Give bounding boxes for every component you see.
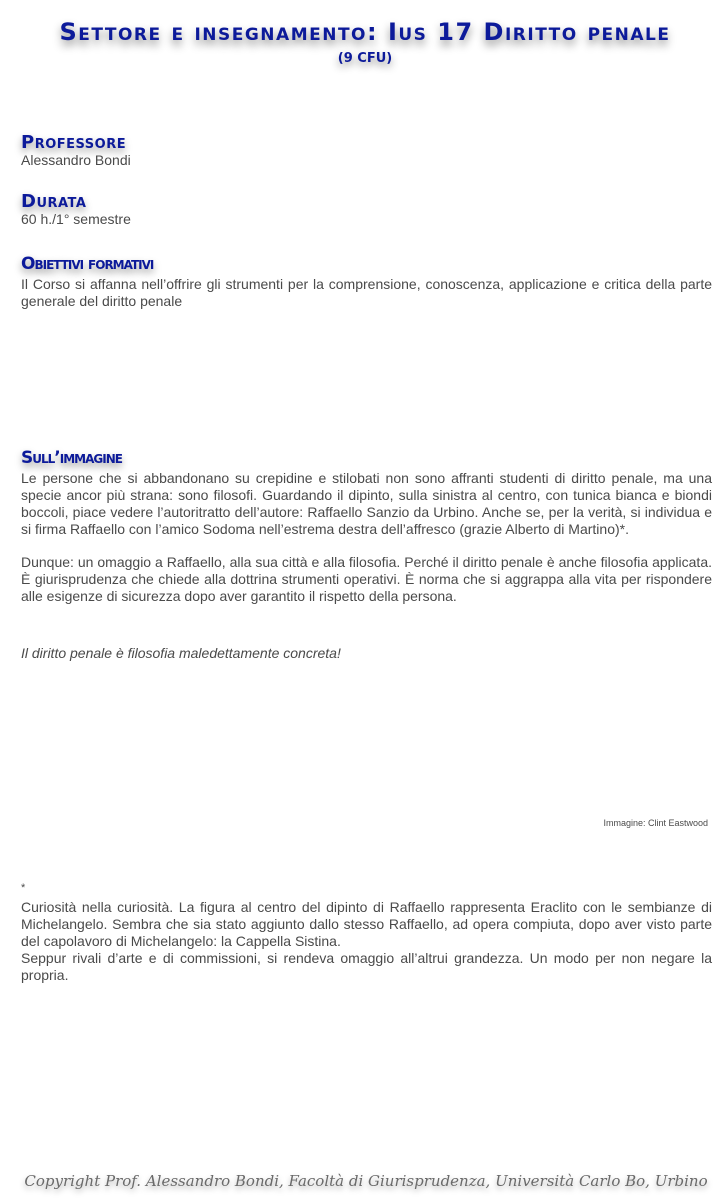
professore-value: Alessandro Bondi	[21, 152, 131, 168]
page-title: Settore e insegnamento: Ius 17 Diritto penale	[59, 18, 671, 46]
nota-paragraph-2: Seppur rivali d’arte e di commissioni, si rendeva omaggio all’altrui grandezza. Un modo per non negare la propria.	[21, 950, 712, 983]
obiettivi-heading: Obiettivi formativi	[21, 254, 154, 274]
nota-paragraph-1: Curiosità nella curiosità. La figura al centro del dipinto di Raffaello rappresenta Eraclito con le sembianze di Michelangelo. Sembra che sia stato aggiunto dallo stesso Raffaello, ad opera compiuta, dopo aver visto parte del capolavoro di Michelangelo: la Cappella Sistina.	[21, 899, 712, 949]
nota-marker: *	[21, 882, 26, 894]
durata-value: 60 h./1° semestre	[21, 211, 131, 227]
immagine-heading: Sull’immagine	[21, 448, 122, 468]
immagine-paragraph-1: Le persone che si abbandonano su crepidine e stilobati non sono affranti studenti di diritto penale, ma una specie ancor più strana: sono filosofi. Guardando il dipinto, sulla sinistra al centro, con tunica bianca e biondi boccoli, piace vedere l’autoritratto dell’autore: Raffaello Sanzio da Urbino. Anche se, per la verità, si individua e si firma Raffaello con l’amico Sodoma nell’estrema destra dell’affresco (grazie Alberto di Martino)*.	[21, 470, 712, 537]
durata-heading: Durata	[21, 191, 87, 212]
professore-heading: Professore	[21, 132, 127, 153]
immagine-quote: Il diritto penale è filosofia maledettamente concreta!	[21, 645, 341, 661]
image-credit: Immagine: Clint Eastwood	[603, 818, 708, 828]
page-subtitle-credits: (9 CFU)	[337, 51, 393, 66]
footer-copyright: Copyright Prof. Alessandro Bondi, Facoltà di Giurisprudenza, Università Carlo Bo, Urbino	[24, 1172, 708, 1190]
immagine-paragraph-2: Dunque: un omaggio a Raffaello, alla sua città e alla filosofia. Perché il diritto penale è anche filosofia applicata. È giurisprudenza che chiede alla dottrina strumenti operativi. È norma che si aggrappa alla vita per rispondere alle esigenze di sicurezza dopo aver garantito il rispetto della persona.	[21, 554, 712, 604]
obiettivi-text: Il Corso si affanna nell’offrire gli strumenti per la comprensione, conoscenza, applicazione e critica della parte generale del diritto penale	[21, 276, 712, 309]
